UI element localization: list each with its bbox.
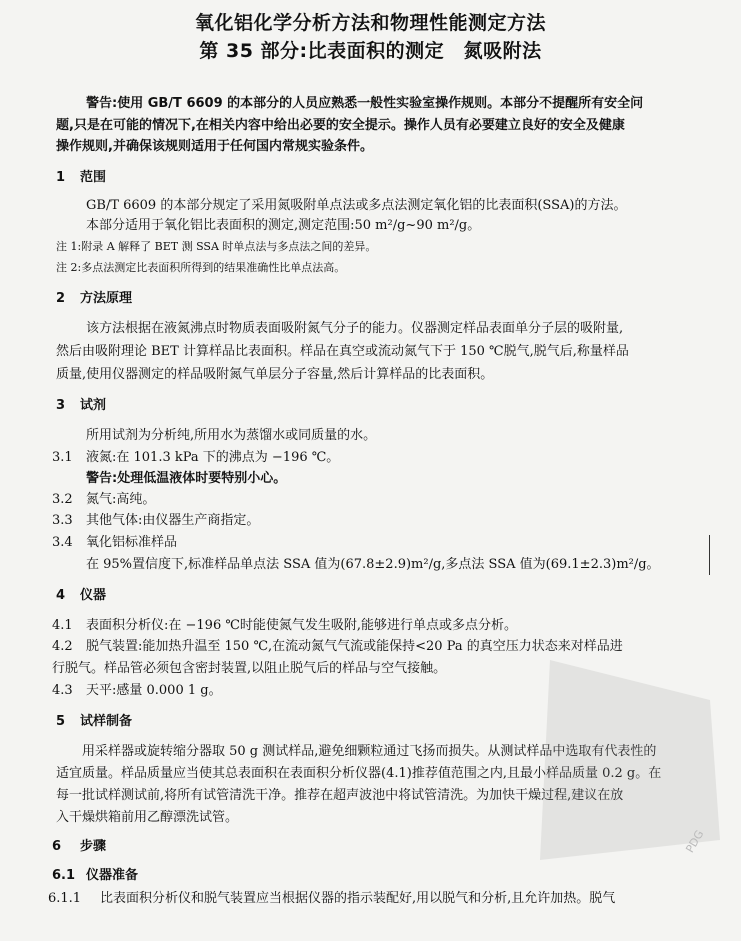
section-4-number: 4	[56, 588, 66, 603]
section-5-line-1: 用采样器或旋转缩分器取 50 g 测试样品,避免细颗粒通过飞扬而损失。从测试样品中选取有代表性的	[82, 744, 657, 759]
section-1-para-1: GB/T 6609 的本部分规定了采用氮吸附单点法或多点法测定氧化铝的比表面积(SSA)的方法。	[86, 198, 627, 213]
item-4-2-text-b: 行脱气。样品管必须包含密封装置,以阻止脱气后的样品与空气接触。	[52, 661, 447, 676]
section-5-line-4: 入干燥烘箱前用乙醇漂洗试管。	[56, 810, 239, 825]
item-6-1-1-number: 6.1.1	[48, 891, 82, 906]
item-4-2-number: 4.2	[52, 639, 73, 654]
item-4-3-text: 天平:感量 0.000 1 g。	[86, 683, 222, 698]
section-1-para-2: 本部分适用于氧化铝比表面积的测定,测定范围:50 m²/g~90 m²/g。	[86, 218, 481, 233]
doc-title-line1: 氧化铝化学分析方法和物理性能测定方法	[194, 12, 546, 34]
item-3-1-warning: 警告:处理低温液体时要特别小心。	[86, 471, 287, 486]
section-1-note-2: 注 2:多点法测定比表面积所得到的结果准确性比单点法高。	[56, 261, 346, 274]
section-1-title: 范围	[80, 170, 107, 185]
item-3-1-number: 3.1	[52, 450, 73, 465]
margin-change-bar	[709, 535, 710, 575]
item-4-1-number: 4.1	[52, 618, 73, 633]
section-2-title: 方法原理	[80, 291, 133, 306]
item-3-2-number: 3.2	[52, 492, 73, 507]
section-1-number: 1	[56, 170, 66, 185]
section-2-number: 2	[56, 291, 66, 306]
section-5-line-3: 每一批试样测试前,将所有试管清洗干净。推荐在超声波池中将试管清洗。为加快干燥过程,建议在放	[56, 788, 624, 803]
section-2-line-3: 质量,使用仪器测定的样品吸附氮气单层分子容量,然后计算样品的比表面积。	[56, 367, 494, 382]
section-1-note-1: 注 1:附录 A 解释了 BET 测 SSA 时单点法与多点法之间的差异。	[56, 240, 377, 253]
section-3-intro: 所用试剂为分析纯,所用水为蒸馏水或同质量的水。	[86, 428, 377, 443]
subsection-6-1-title: 仪器准备	[86, 868, 139, 883]
item-6-1-1-text: 比表面积分析仪和脱气装置应当根据仪器的指示装配好,用以脱气和分析,且允许加热。脱气	[100, 891, 616, 906]
item-4-2-text-a: 脱气装置:能加热升温至 150 ℃,在流动氮气气流或能保持<20 Pa 的真空压力状态来对样品进	[86, 639, 623, 654]
section-5-number: 5	[56, 714, 66, 729]
section-5-line-2: 适宜质量。样品质量应当使其总表面积在表面积分析仪器(4.1)推荐值范围之内,且最小样品质量 0.2 g。在	[56, 766, 662, 781]
item-4-1-text: 表面积分析仪:在 −196 ℃时能使氮气发生吸附,能够进行单点或多点分析。	[86, 618, 518, 633]
section-2-line-2: 然后由吸附理论 BET 计算样品比表面积。样品在真空或流动氮气下于 150 ℃脱气,脱气后,称量样品	[56, 344, 629, 359]
item-3-3-number: 3.3	[52, 513, 73, 528]
section-4-title: 仪器	[80, 588, 107, 603]
section-2-line-1: 该方法根据在液氮沸点时物质表面吸附氮气分子的能力。仪器测定样品表面单分子层的吸附量,	[86, 321, 624, 336]
watermark-text: PDG	[683, 828, 707, 855]
item-4-3-number: 4.3	[52, 683, 73, 698]
warning-line-1: 警告:使用 GB/T 6609 的本部分的人员应熟悉一般性实验室操作规则。本部分不提醒所有安全问	[86, 96, 644, 111]
warning-line-3: 操作规则,并确保该规则适用于任何国内常规实验条件。	[56, 139, 373, 154]
subsection-6-1-number: 6.1	[52, 868, 76, 883]
item-3-4-title: 氧化铝标准样品	[86, 535, 178, 550]
item-3-2-text: 氮气:高纯。	[86, 492, 156, 507]
item-3-3-text: 其他气体:由仪器生产商指定。	[86, 513, 260, 528]
item-3-4-number: 3.4	[52, 535, 73, 550]
warning-line-2: 题,只是在可能的情况下,在相关内容中给出必要的安全提示。操作人员有必要建立良好的安全及健康	[56, 118, 625, 133]
section-5-title: 试样制备	[80, 714, 133, 729]
item-3-1-text: 液氮:在 101.3 kPa 下的沸点为 −196 ℃。	[86, 450, 340, 465]
doc-title-line2: 第 35 部分:比表面积的测定 氮吸附法	[199, 40, 542, 62]
section-6-number: 6	[52, 839, 62, 854]
section-6-title: 步骤	[80, 839, 107, 854]
item-3-4-text: 在 95%置信度下,标准样品单点法 SSA 值为(67.8±2.9)m²/g,多点法 SSA 值为(69.1±2.3)m²/g。	[86, 557, 660, 572]
section-3-number: 3	[56, 398, 66, 413]
section-3-title: 试剂	[80, 398, 107, 413]
